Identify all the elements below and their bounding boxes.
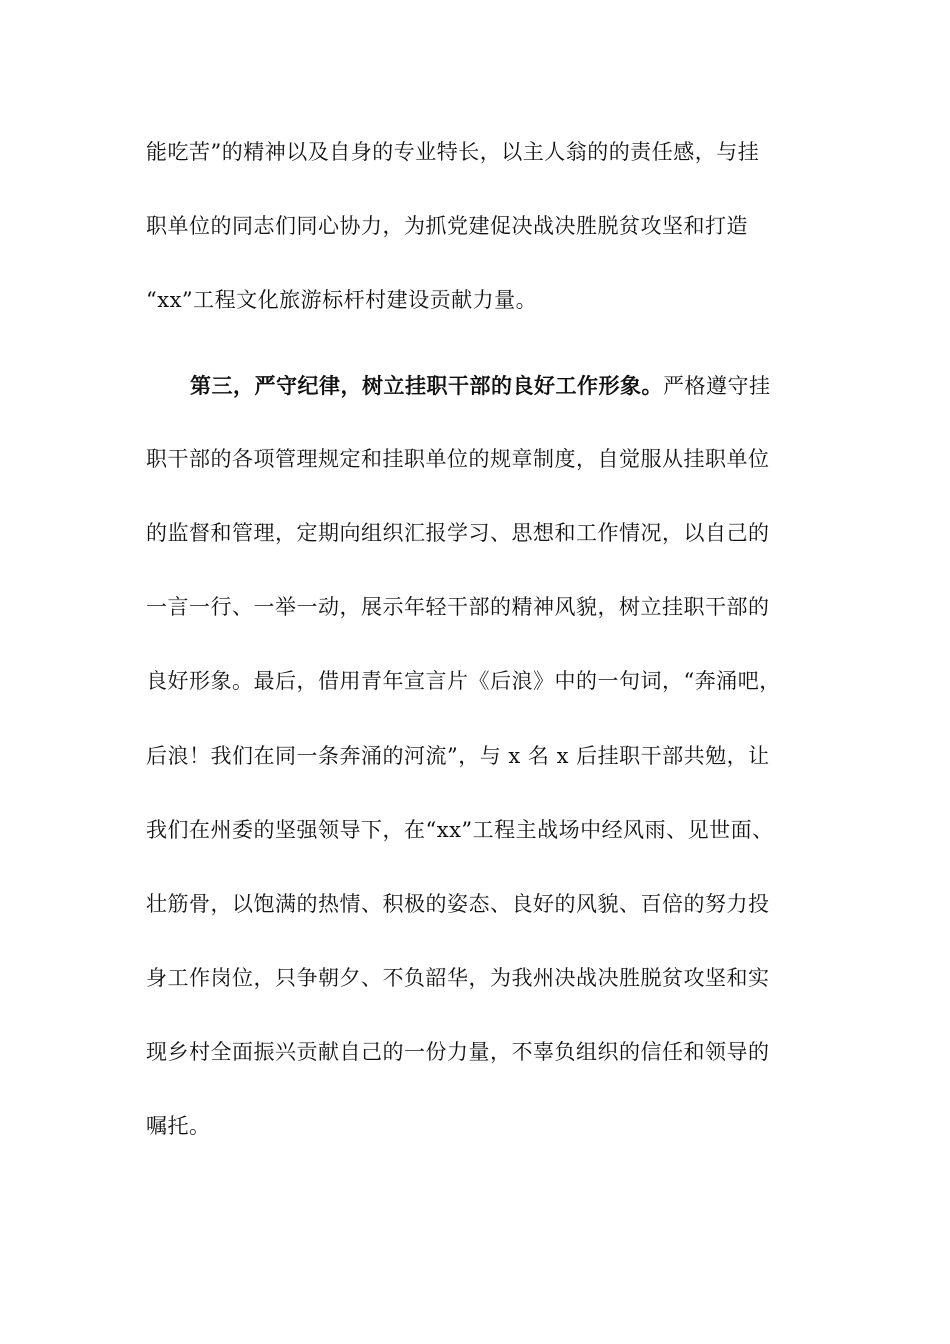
paragraph-line: 身工作岗位，只争朝夕、不负韶华，为我州决战决胜脱贫攻坚和实 — [146, 966, 770, 990]
section-paragraph-first-line — [190, 375, 771, 397]
paragraph-line: 嘱托。 — [146, 1114, 211, 1138]
paragraph-line: 职单位的同志们同心协力，为抓党建促决战决胜脱贫攻坚和打造 — [146, 214, 748, 238]
paragraph-line: 壮筋骨，以饱满的热情、积极的姿态、良好的风貌、百倍的努力投 — [146, 892, 770, 916]
paragraph-line: 我们在州委的坚强领导下，在“xx”工程主战场中经风雨、见世面、 — [146, 818, 774, 842]
paragraph-line: 职干部的各项管理规定和挂职单位的规章制度，自觉服从挂职单位 — [146, 447, 770, 471]
paragraph-line: 后浪！我们在同一条奔涌的河流”，与 x 名 x 后挂职干部共勉，让 — [146, 744, 770, 768]
paragraph-text: 严格遵守挂 — [663, 374, 771, 398]
paragraph-line: 能吃苦”的精神以及自身的专业特长，以主人翁的的责任感，与挂 — [146, 140, 760, 164]
paragraph-line: 现乡村全面振兴贡献自己的一份力量，不辜负组织的信任和领导的 — [146, 1040, 770, 1064]
paragraph-line: 一言一行、一举一动，展示年轻干部的精神风貌，树立挂职干部的 — [146, 595, 770, 619]
paragraph-line: 的监督和管理，定期向组织汇报学习、思想和工作情况，以自己的 — [146, 521, 770, 545]
section-heading: 第三，严守纪律，树立挂职干部的良好工作形象。 — [190, 373, 663, 398]
paragraph-line: “xx”工程文化旅游标杆村建设贡献力量。 — [146, 288, 538, 312]
paragraph-line: 良好形象。最后，借用青年宣言片《后浪》中的一句词，“奔涌吧， — [146, 669, 781, 693]
